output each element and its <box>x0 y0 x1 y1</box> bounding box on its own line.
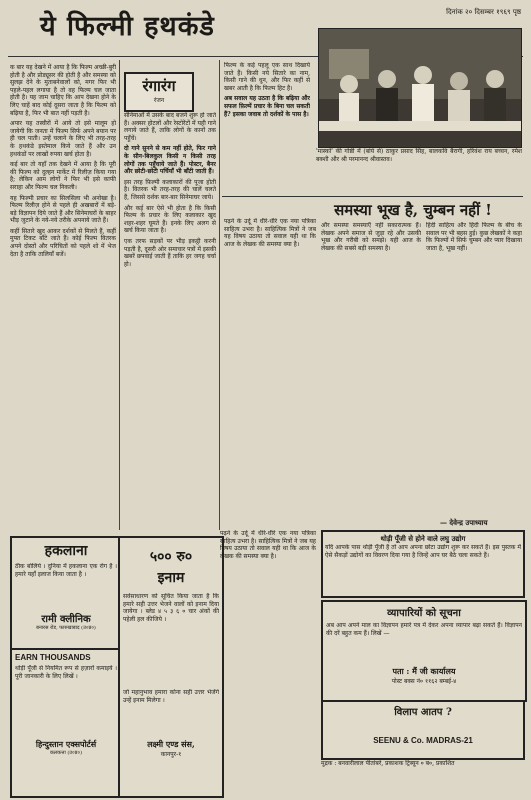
section-rule <box>222 196 523 197</box>
middle-article: सीनेमाओं में उसके बाद बजने शुरू हो जाते हैं। अक्सर होटलों और रेस्टोरेंटों में यही गाने लगाये जाते हैं, ताकि लोगों के कानों तक पहुँचें। दो गाने सुनने से कम नहीं होते, फिर गाने के सीन-बिलकुल किसी न किसी तरह लोगों तक पहुँचाये जाते हैं। पोस्टर, बैनर और छोटी-छोटी पर्चियाँ भी बाँटी जाती हैं। इस तरह फ़िल्मी कलाकारों की पूजा होती है। वितरक भी तरह-तरह की चालें चलते हैं, जिससे दर्शक बार-बार सिनेमाघर जाये। और कई बार ऐसे भी होता है कि किसी फिल्म के प्रचार के लिए कलाकार खुद शहर-शहर घूमते हैं। इनके लिए अलग से खर्च किया जाता है। एक तरफ सड़कों पर भीड़ इकट्ठी करनी पड़ती है, दूसरी ओर समाचार पत्रों में इसकी खबरें छपवाई जाती हैं ताकि हर जगह चर्चा हो। <box>124 112 216 268</box>
column-divider <box>219 60 220 530</box>
left-article: क बार यह देखने में आया है कि फिल्म अच्छी-बुरी होती है और प्रोड्यूसर की होती है और समस्या को सुलझ देने के मुताबनेवालों को, मगर फिर भी पहले-पहल लगाया है तो वह फिल्म चल जाता होती है। यह जाम चाहिए कि आप देखना होने के लिए चाहें बाद कोई दूसरा जाता है कि फिल्म को बढ़िया है, फिर भी बात नहीं पड़ती है। अपार यह तस्वीरों में आये तो इसे मालूम हो जायेगी कि जनता में फिल्म सिर्फ अपने बयान पर ही चल पाती। उन्हें चलाने के लिए भी तरह-तरह के हथकंडे इस्तेमाल किये जाते हैं और उन हथकंडों पर लाखों रुपया खर्च होता है। कई बार तो यहाँ तक देखने में आया है कि पूरी की फिल्म को दुल्हन मार्केट में रिलीज़ किया गया है; लेकिन आम लोगों ने फिर भी इसे काफी सराहा और फिल्म चल निकली। यह फिल्मी प्रचार का सिलसिला भी अनोखा है। फिल्म रिलीज़ होने से पहले ही अखबारों में बड़े-बड़े विज्ञापन दिये जाते हैं और सिनेमाघरों के बाहर भीड़ जुटाने के नये-नये तरीके अपनाये जाते हैं। कहीं सितारे खुद आकर दर्शकों से मिलते हैं, कहीं मुफ्त टिकट बाँटे जाते हैं। कोई फिल्म वितरक अपने दोस्तों और परिचितों को पहले शो में भेज देता है ताकि तालियाँ बजें। <box>10 64 116 258</box>
article-headline: समस्या भूख है, चुम्बन नहीं ! <box>334 201 492 219</box>
column-divider <box>119 60 120 530</box>
imprint-line: मुद्रक : बनवारीलाल पीतांबरे, प्रकाशक ट्रिब्यून ० ब०, प्रकाशित <box>321 760 455 767</box>
event-photo <box>318 28 522 148</box>
prize-contest-ad: ५०० रु० इनाम सर्वसाधारण को सूचित किया जाता है कि हमारे सही उत्तर भेजने वालों को इनाम दिया जायेगा । ब्लेड ४ ५ ३ ६ ० चार अंकों की पहेली हल कीजिये । जो महानुभाव हमारा कोना सही उत्तर भेजेंगे उन्हें इनाम मिलेगा । लक्ष्मी एण्ड संस, कानपुर-१ <box>118 536 224 798</box>
article2-col3: हिंदी साहित्य और हिंदी फिल्म के बीच के सवाल पर भी बहस हुई। कुछ लेखकों ने कहा कि फिल्मों में सिर्फ चुम्बन और प्यार दिखाया जाता है, भूख नहीं। <box>426 222 522 252</box>
date-line: दिनांक २० दिसम्बर १९६९ पृष्ठ <box>446 8 521 16</box>
article2-col2: और समस्या समस्याएँ नहीं सकारात्मक हैं। लेखक अपने समाज से जुड़ा रहे और उसकी भूख और गरीबी को समझे। यही आज के लेखक की सबसे बड़ी समस्या है। <box>321 222 421 252</box>
page-headline: ये फिल्मी हथकंडे <box>40 11 215 42</box>
madras-ad: विलाप आतप ? SEENU & Co. MADRAS-21 <box>321 700 525 760</box>
article2-col1: पढ़ने के उर्दू में धीरे-धीरे एक नया पत्रिका साहित्य उभरा है। साहित्यिक मित्रों ने जब यह विषय उठाया तो सवाल यही था कि आज के लेखक की समस्या क्या है। <box>224 218 316 248</box>
right-top-article: फिल्म के कई पहलू एक साथ दिखाये जाते हैं। किसी नये सितारे का नाम, किसी गाने की धुन, और फिर कहीं से खबर आती है कि फिल्म हिट है। अब सवाल यह उठता है कि बढ़िया और सफल फ़िल्में प्रचार के बिना चल सकती हैं? इसका जवाब तो दर्शकों के पास है। <box>224 62 310 118</box>
earn-thousands-ad: EARN THOUSANDS थोड़ी पूँजी से नियमित रूप से हज़ारों कमाइये । पूरी जानकारी के लिए लिखें । हिन्दुस्तान एक्सपोर्टर्स कलकत्ता (उ०प्र०) <box>10 648 122 798</box>
photo-caption: 'मास्को' की गोष्ठी में (बांये से) ठाकुर प्रसाद सिंह, बालकवि बैरागी, हरिवंश राय बच्चन, रमेश बक्शी और श्री परमानन्द श्रीवास्तव। <box>316 148 522 163</box>
article2-continued: पढ़ने के उर्दू में धीरे-धीरे एक नया पत्रिका साहित्य उभरा है। साहित्यिक मित्रों ने जब यह विषय उठाया तो सवाल यही था कि आज के लेखक की समस्या क्या है। <box>220 530 316 560</box>
stammer-clinic-ad: हकलाना ठीक बोलिये । दुनिया में हकलाना एक रोग है । हमारे यहाँ इलाज किया जाता है । रामी क्लीनिक बनारस रोड, फारुखाबाद (उ०प्र०) <box>10 536 122 650</box>
traders-notice-box: व्यापारियों को सूचना अब आप अपने माल का विज्ञापन हमारे पत्र में देकर अपना व्यापार बढ़ा सकते हैं। विज्ञापन की दरें बहुत कम हैं। लिखें — पता : मैं जी कार्यालय पोस्ट बक्स नं० ११६२ बम्बई-४ <box>321 600 527 702</box>
column-logo: रंगारंग रंजन <box>124 72 194 112</box>
author-signature: — देवेन्द्र उपाध्याय <box>440 518 488 527</box>
notice-box: थोड़ी पूँजी से होने वाले लघु उद्योग यदि आपके पास थोड़ी पूँजी है तो आप अपना छोटा उद्योग शुरू कर सकते हैं। इस पुस्तक में ऐसे सैकड़ों उद्योगों का विवरण दिया गया है जिन्हें आप घर बैठे चला सकते हैं। <box>321 530 525 598</box>
